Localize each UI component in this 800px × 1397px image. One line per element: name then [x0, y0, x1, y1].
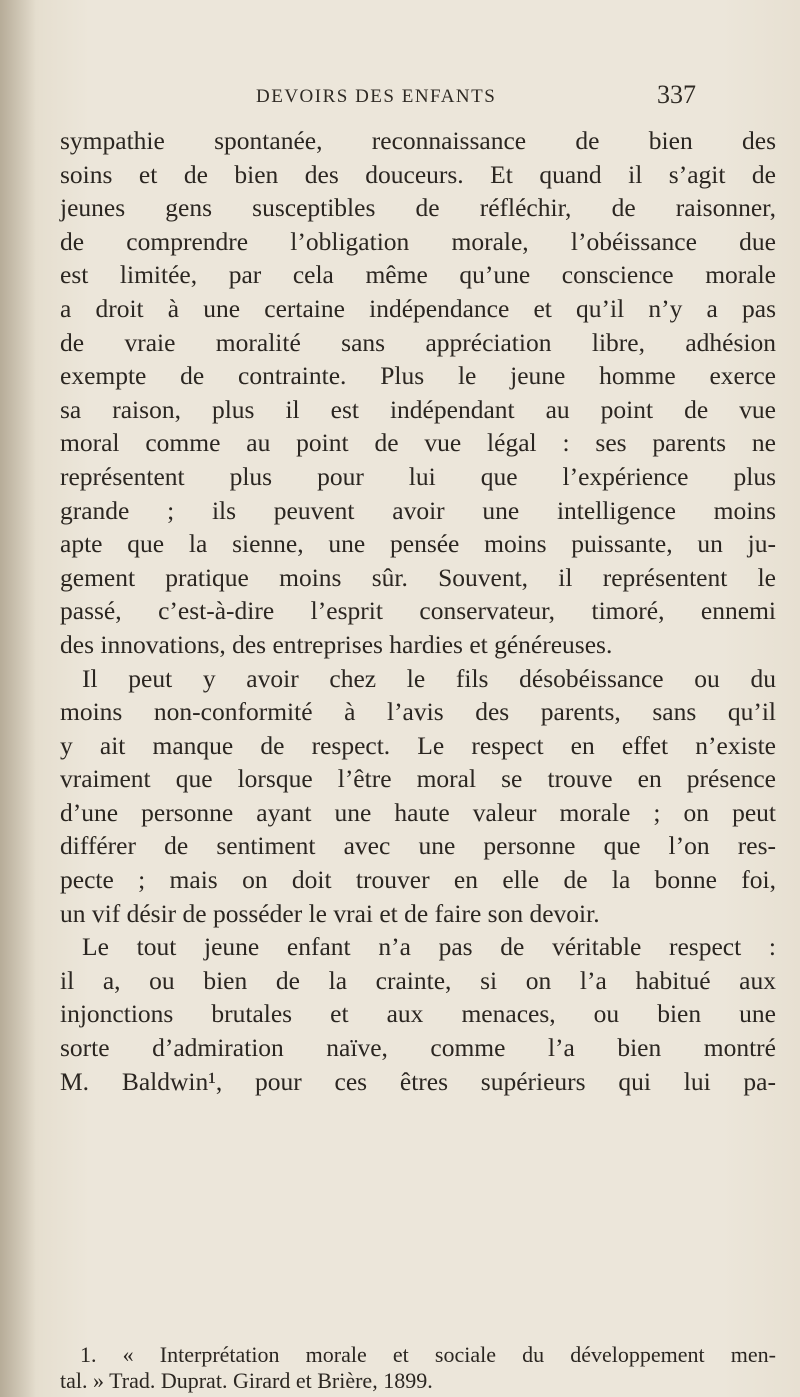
text-line: exempte de contrainte. Plus le jeune homme exerce	[60, 361, 776, 391]
spine-shadow	[0, 0, 36, 1397]
text-line: pecte ; mais on doit trouver en elle de la bonne foi,	[60, 865, 776, 895]
text-line: différer de sentiment avec une personne que l’on res-	[60, 831, 776, 861]
text-line: a droit à une certaine indépendance et qu’il n’y a pas	[60, 293, 776, 323]
text-line: il a, ou bien de la crainte, si on l’a habitué aux	[60, 965, 776, 995]
text-line: un vif désir de posséder le vrai et de faire son devoir.	[60, 898, 600, 928]
text-line: soins et de bien des douceurs. Et quand il s’agit de	[60, 159, 776, 189]
footnote	[60, 1342, 776, 1394]
text-line: passé, c’est-à-dire l’esprit conservateur, timoré, ennemi	[60, 596, 776, 626]
text-line: vraiment que lorsque l’être moral se trouve en présence	[60, 764, 776, 794]
text-line: apte que la sienne, une pensée moins puissante, un ju-	[60, 529, 776, 559]
text-line: est limitée, par cela même qu’une conscience morale	[60, 260, 776, 290]
text-line: sympathie spontanée, reconnaissance de bien des	[60, 126, 776, 155]
main-text	[60, 124, 776, 1098]
text-line: Il peut y avoir chez le fils désobéissance ou du	[82, 663, 776, 693]
text-line: représentent plus pour lui que l’expérience plus	[60, 461, 776, 491]
page-number: 337	[657, 80, 696, 109]
footnote-line: 1. « Interprétation morale et sociale du développement men-	[80, 1342, 776, 1367]
text-line: sorte d’admiration naïve, comme l’a bien montré	[60, 1033, 776, 1063]
footnote-line: tal. » Trad. Duprat. Girard et Brière, 1899.	[60, 1368, 433, 1393]
text-line: y ait manque de respect. Le respect en effet n’existe	[60, 730, 776, 760]
text-line: injonctions brutales et aux menaces, ou bien une	[60, 999, 776, 1029]
text-line: d’une personne ayant une haute valeur morale ; on peut	[60, 797, 776, 827]
text-line: jeunes gens susceptibles de réfléchir, de raisonner,	[60, 193, 776, 223]
text-line: de vraie moralité sans appréciation libre, adhésion	[60, 327, 776, 357]
text-line: grande ; ils peuvent avoir une intelligence moins	[60, 495, 776, 525]
running-title: DEVOIRS DES ENFANTS	[256, 86, 497, 107]
text-line: M. Baldwin¹, pour ces êtres supérieurs qui lui pa-	[60, 1066, 776, 1096]
page-header	[256, 80, 696, 120]
text-line: moral comme au point de vue légal : ses parents ne	[60, 428, 776, 458]
text-line: gement pratique moins sûr. Souvent, il représentent le	[60, 562, 776, 592]
text-line: Le tout jeune enfant n’a pas de véritable respect :	[82, 932, 776, 962]
text-line: des innovations, des entreprises hardies et généreuses.	[60, 629, 613, 659]
text-line: de comprendre l’obligation morale, l’obéissance due	[60, 226, 776, 256]
text-line: moins non-conformité à l’avis des parents, sans qu’il	[60, 697, 776, 727]
text-line: sa raison, plus il est indépendant au point de vue	[60, 394, 776, 424]
